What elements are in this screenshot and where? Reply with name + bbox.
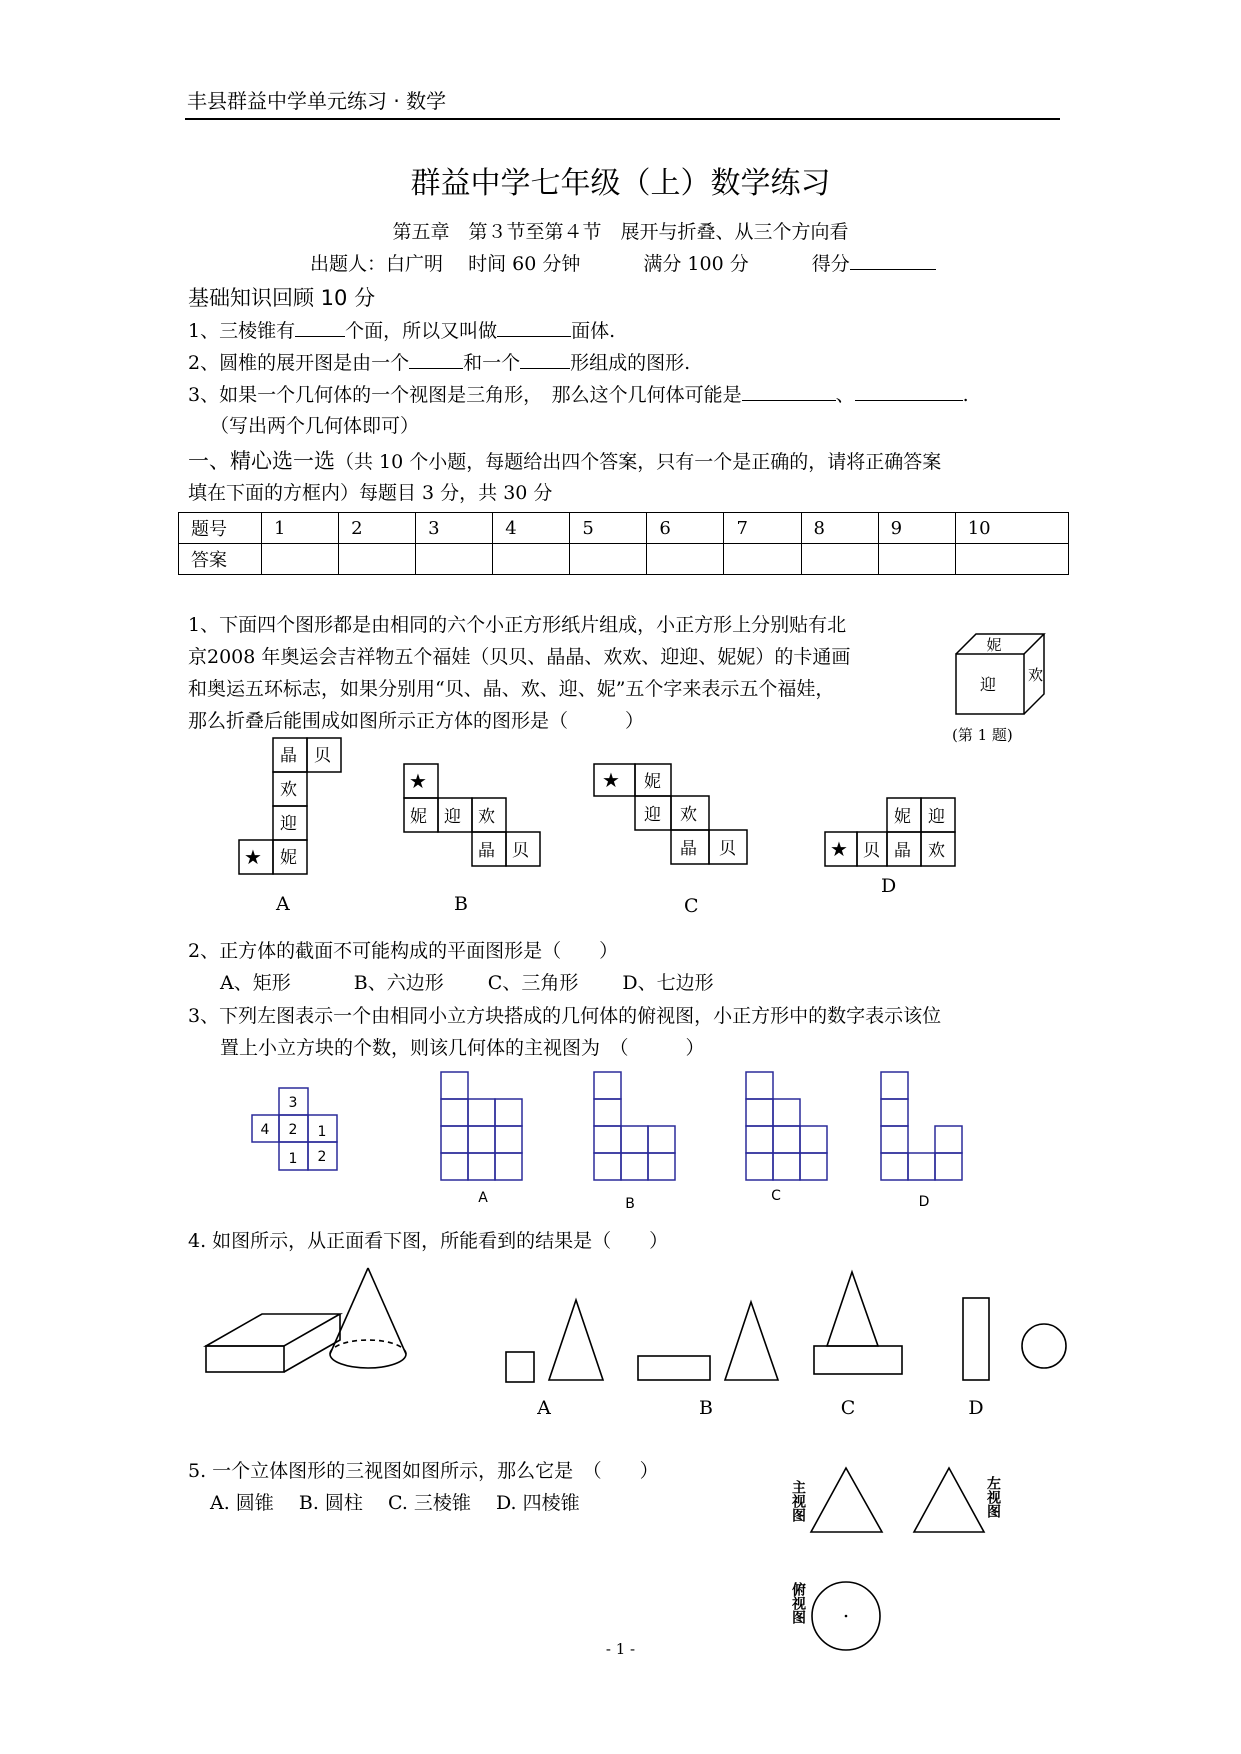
running-header: 丰县群益中学单元练习 · 数学: [187, 89, 447, 113]
page-number: - 1 -: [605, 1640, 636, 1658]
star-label: ★: [602, 768, 620, 792]
section-basic-heading: 基础知识回顾 10 分: [188, 286, 376, 310]
answer-cell[interactable]: [878, 544, 955, 575]
section-choice-line1: 一、精心选一选（共 10 个小题，每题给出四个答案，只有一个是正确的，请将正确答案: [188, 449, 942, 473]
table-cell: 5: [570, 513, 647, 544]
option-label: A: [276, 893, 290, 915]
table-cell: 3: [416, 513, 493, 544]
blank[interactable]: [742, 382, 836, 401]
table-cell: 9: [878, 513, 955, 544]
blank[interactable]: [520, 350, 570, 369]
answer-cell[interactable]: [801, 544, 878, 575]
section-choice-line2: 填在下面的方框内）每题目 3 分，共 30 分: [188, 482, 553, 504]
table-row: [179, 544, 1069, 575]
grid-number: 4: [260, 1122, 270, 1138]
option-a: A. 圆锥: [210, 1492, 274, 1514]
basic-q3: 3、如果一个几何体的一个视图是三角形， 那么这个几何体可能是 、 .: [188, 384, 969, 406]
answer-cell[interactable]: [262, 544, 339, 575]
basic-q2: 2、圆椎的展开图是由一个 和一个 形组成的图形.: [188, 352, 691, 374]
grid-number: 3: [288, 1095, 298, 1111]
table-cell: 2: [339, 513, 416, 544]
full-score: 满分 100 分: [643, 253, 749, 275]
q2-options: [220, 970, 714, 996]
net-label: 妮: [644, 772, 661, 792]
net-label: 欢: [478, 807, 495, 827]
blank[interactable]: [497, 318, 571, 337]
table-cell: 6: [647, 513, 724, 544]
net-label: 妮: [894, 807, 911, 827]
table-label: 题号: [179, 513, 262, 544]
q1-line4: 那么折叠后能围成如图所示正方体的图形是（ ）: [188, 710, 645, 732]
grid-number: 1: [288, 1151, 298, 1167]
table-cell: 4: [493, 513, 570, 544]
option-a: A、矩形: [220, 972, 291, 994]
net-label: 晶: [478, 841, 495, 861]
q3-line1: 3、下列左图表示一个由相同小立方块搭成的几何体的俯视图，小正方形中的数字表示该位: [188, 1005, 942, 1027]
star-label: ★: [830, 837, 848, 861]
view-label-front: 主视图: [790, 1480, 806, 1522]
q1-line3: 和奥运五环标志，如果分别用“贝、晶、欢、迎、妮”五个字来表示五个福娃，: [188, 678, 835, 700]
q5-text: 5. 一个立体图形的三视图如图所示，那么它是 （ ）: [188, 1460, 659, 1482]
option-label: C: [684, 895, 699, 917]
cube-right-label: 欢: [1028, 666, 1044, 684]
option-b: B、六边形: [353, 972, 444, 994]
answer-cell[interactable]: [955, 544, 1068, 575]
basic-q1: 1、三棱锥有 个面，所以又叫做 面体.: [188, 320, 616, 342]
q4-figures: [200, 1262, 1080, 1422]
net-label: 晶: [894, 841, 911, 861]
option-d: D. 四棱锥: [495, 1492, 580, 1514]
q4-text: 4. 如图所示，从正面看下图，所能看到的结果是（ ）: [188, 1230, 669, 1252]
table-cell: 8: [801, 513, 878, 544]
net-label: 妮: [280, 848, 297, 868]
q2-text: 2、正方体的截面不可能构成的平面图形是（ ）: [188, 940, 619, 962]
blank[interactable]: [295, 318, 345, 337]
q3-line2: 置上小立方块的个数，则该几何体的主视图为 （ ）: [220, 1037, 705, 1059]
blank[interactable]: [855, 382, 963, 401]
q3-top-view: [252, 1088, 352, 1188]
grid-number: 1: [317, 1124, 327, 1140]
q1-line1: 1、下面四个图形都是由相同的六个小正方形纸片组成，小正方形上分别贴有北: [188, 614, 847, 636]
net-label: 贝: [314, 746, 331, 766]
q1-line2: 京2008 年奥运会吉祥物五个福娃（贝贝、晶晶、欢欢、迎迎、妮妮）的卡通画: [188, 646, 851, 668]
option-c: C、三角形: [487, 972, 579, 994]
table-cell: 10: [955, 513, 1068, 544]
basic-q3-note: （写出两个几何体即可）: [210, 415, 420, 437]
header-rule: [185, 118, 1060, 120]
net-label: 贝: [863, 841, 880, 861]
net-label: 贝: [719, 839, 736, 859]
option-label: D: [918, 1194, 930, 1210]
answer-cell[interactable]: [570, 544, 647, 575]
answer-cell[interactable]: [724, 544, 801, 575]
option-label: B: [699, 1397, 713, 1419]
table-row: [179, 513, 1069, 544]
option-label: D: [881, 875, 897, 897]
answer-table: [178, 512, 1069, 575]
answer-cell[interactable]: [416, 544, 493, 575]
star-label: ★: [244, 845, 262, 869]
option-label: B: [625, 1196, 635, 1212]
net-label: 欢: [928, 841, 945, 861]
net-label: 迎: [444, 807, 461, 827]
net-label: 晶: [680, 839, 697, 859]
exam-meta: [310, 251, 936, 277]
net-label: 迎: [644, 805, 661, 825]
q3-front-view-options: [430, 1068, 990, 1228]
option-d: D、七边形: [622, 972, 714, 994]
net-label: 贝: [512, 841, 529, 861]
score-label: 得分: [811, 253, 850, 275]
option-label: C: [840, 1397, 856, 1419]
q5-options: [210, 1490, 580, 1516]
cube-caption: (第 1 题): [952, 726, 1013, 744]
option-b: B. 圆柱: [298, 1492, 363, 1514]
net-label: 迎: [928, 807, 945, 827]
answer-cell[interactable]: [493, 544, 570, 575]
option-c: C. 三棱锥: [387, 1492, 471, 1514]
star-label: ★: [409, 769, 427, 793]
table-cell: 1: [262, 513, 339, 544]
table-cell: 7: [724, 513, 801, 544]
score-blank[interactable]: [850, 251, 936, 270]
net-label: 迎: [280, 814, 297, 834]
net-label: 妮: [410, 807, 427, 827]
table-label: 答案: [179, 544, 262, 575]
option-label: D: [968, 1397, 984, 1419]
page-subtitle: 第五章 第３节至第４节 展开与折叠、从三个方向看: [392, 221, 849, 243]
option-label: A: [478, 1190, 488, 1206]
grid-number: 2: [317, 1149, 327, 1165]
net-label: 欢: [280, 780, 297, 800]
answer-cell[interactable]: [647, 544, 724, 575]
grid-number: 2: [288, 1122, 298, 1138]
page-title: 群益中学七年级（上）数学练习: [410, 166, 831, 201]
view-label-top: 俯视图: [790, 1582, 806, 1624]
cube-top-label: 妮: [986, 636, 1002, 654]
blank[interactable]: [409, 350, 463, 369]
section-choice-heading: 一、精心选一选: [188, 449, 335, 473]
time-limit: 时间 60 分钟: [468, 253, 581, 275]
net-label: 晶: [280, 746, 297, 766]
answer-cell[interactable]: [339, 544, 416, 575]
q1-nets: [230, 738, 990, 918]
option-label: A: [537, 1397, 551, 1419]
author: 出题人：白广明: [310, 253, 444, 275]
q5-three-views: [790, 1460, 1030, 1660]
view-label-left: 左视图: [985, 1476, 1001, 1518]
option-label: B: [454, 893, 468, 915]
option-label: C: [771, 1188, 781, 1204]
cube-front-label: 迎: [980, 675, 997, 694]
net-label: 欢: [680, 805, 697, 825]
